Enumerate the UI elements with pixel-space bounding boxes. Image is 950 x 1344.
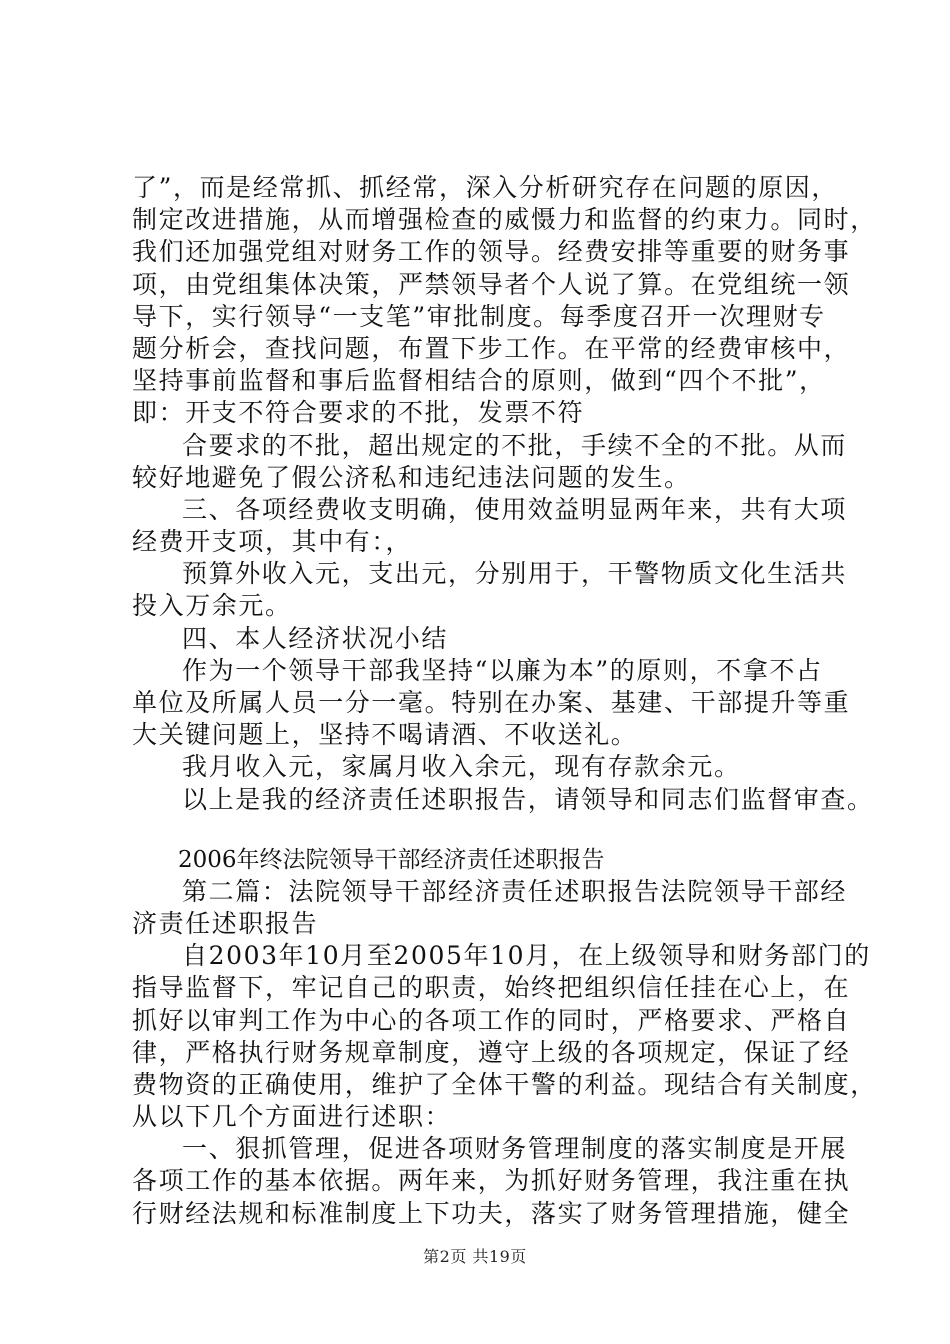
text-line: 导下，实行领导“一支笔”审批制度。每季度召开一次理财专 [132,301,826,331]
document-body [132,172,877,1230]
text-line: 抓好以审判工作为中心的各项工作的同时，严格要求、严格自 [132,1005,851,1035]
text-line: 行财经法规和标准制度上下功夫，落实了财务管理措施，健全 [132,1198,851,1228]
text-line: 第二篇：法院领导干部经济责任述职报告法院领导干部经 [182,876,848,906]
text-line: 大关键问题上，坚持不喝请酒、不收送礼。 [132,720,638,750]
paragraph-continuation [132,172,877,430]
text-line: 我月收入元，家属月收入余元，现有存款余元。 [182,752,741,782]
text-line: 较好地避免了假公济私和违纪违法问题的发生。 [132,462,691,492]
paragraph-gap [132,816,832,844]
text-line: 济责任述职报告 [132,908,319,938]
text-line: 制定改进措施，从而增强检查的威慑力和监督的约束力。同时， [132,205,877,235]
paragraph-group [132,430,874,816]
text-line: 作为一个领导干部我坚持“以廉为本”的原则，不拿不占 [182,655,823,685]
text-line: 四、本人经济状况小结 [182,623,449,653]
text-line: 费物资的正确使用，维护了全体干警的利益。现结合有关制度， [132,1069,877,1099]
text-line: 合要求的不批，超出规定的不批，手续不全的不批。从而 [182,430,848,460]
text-line: 指导监督下，牢记自己的职责，始终把组织信任挂在心上，在 [132,973,851,1003]
text-line: 了”，而是经常抓、抓经常，深入分析研究存在问题的原因， [132,173,838,202]
text-line: 单位及所属人员一分一毫。特别在办案、基建、干部提升等重 [132,688,851,717]
text-line: 我们还加强党组对财务工作的领导。经费安排等重要的财务事 [132,237,851,267]
text-line: 坚持事前监督和事后监督相结合的原则，做到“四个不批”， [132,366,826,396]
text-line: 以上是我的经济责任述职报告，请领导和同志们监督审查。 [182,784,874,814]
text-line: 一、狠抓管理，促进各项财务管理制度的落实制度是开展 [182,1134,848,1164]
text-line: 从以下几个方面进行述职： [132,1102,452,1132]
text-line: 经费开支项，其中有：， [132,527,413,557]
document-title: 2006年终法院领导干部经济责任述职报告 [178,846,605,873]
text-line: 即：开支不符合要求的不批，发票不符 [132,398,585,428]
text-line: 自2003年10月至2005年10月，在上级领导和财务部门的 [182,941,871,971]
text-line: 三、各项经费收支明确，使用效益明显两年来，共有大项 [182,494,848,524]
text-line: 题分析会，查找问题，布置下步工作。在平常的经费审核中， [132,333,851,363]
page-number-footer: 第2页 共19页 [423,1247,527,1266]
text-line: 律，严格执行财务规章制度，遵守上级的各项规定，保证了经 [132,1037,851,1067]
text-line: 投入万余元。 [132,591,292,621]
paragraph-group-second-report [132,876,877,1230]
text-line: 预算外收入元，支出元，分别用于，干警物质文化生活共 [182,559,848,589]
text-line: 项，由党组集体决策，严禁领导者个人说了算。在党组统一领 [132,269,851,299]
text-line: 各项工作的基本依据。两年来，为抓好财务管理，我注重在执 [132,1166,851,1196]
